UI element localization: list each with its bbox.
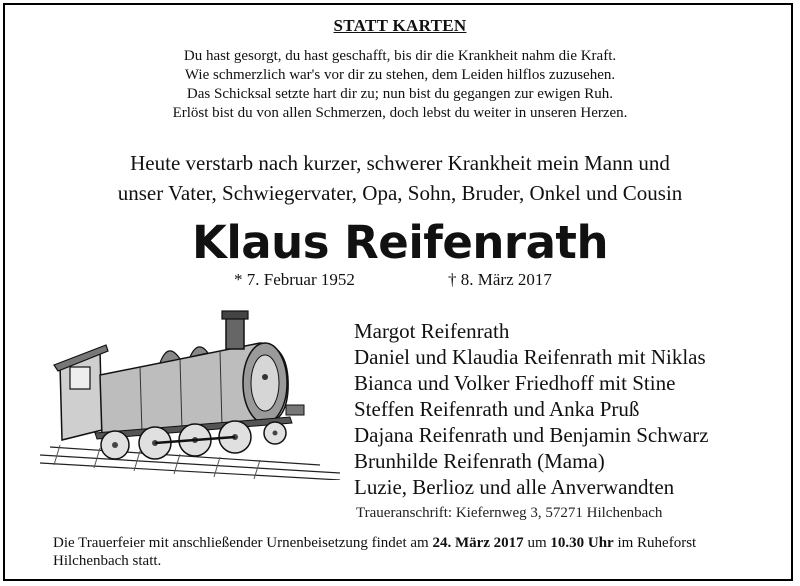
funeral-info (53, 534, 773, 570)
family-list (354, 318, 709, 500)
poem-line: Erlöst bist du von allen Schmerzen, doch lebst du weiter in unseren Herzen. (172, 105, 628, 121)
birth-date: * 7. Februar 1952 (234, 270, 355, 289)
steam-locomotive-illustration (40, 305, 340, 480)
family-member: Steffen Reifenrath und Anka Pruß (354, 397, 640, 421)
heading: STATT KARTEN (333, 16, 467, 35)
death-date: † 8. März 2017 (448, 270, 552, 289)
poem (0, 47, 800, 123)
funeral-info-line (53, 534, 773, 552)
funeral-text: um (523, 535, 551, 551)
deceased-name: Klaus Reifenrath (192, 216, 608, 269)
intro-line: unser Vater, Schwiegervater, Opa, Sohn, Bruder, Onkel und Cousin (117, 181, 683, 205)
poem-line: Wie schmerzlich war's vor dir zu stehen, dem Leiden hilflos zuzusehen. (184, 67, 616, 83)
family-member: Bianca und Volker Friedhoff mit Stine (354, 371, 676, 395)
family-member: Margot Reifenrath (354, 319, 510, 343)
family-member: Luzie, Berlioz und alle Anverwandten (354, 475, 675, 499)
funeral-text: Die Trauerfeier mit anschließender Urnenbeisetzung findet am (53, 535, 433, 551)
family-member: Daniel und Klaudia Reifenrath mit Niklas (354, 345, 706, 369)
intro-line: Heute verstarb nach kurzer, schwerer Krankheit mein Mann und (130, 151, 670, 175)
poem-line: Du hast gesorgt, du hast geschafft, bis dir die Krankheit nahm die Kraft. (183, 48, 617, 64)
family-member: Dajana Reifenrath und Benjamin Schwarz (354, 423, 709, 447)
mourning-address: Traueranschrift: Kiefernweg 3, 57271 Hilchenbach (356, 505, 663, 521)
intro-text (0, 148, 800, 208)
family-member: Brunhilde Reifenrath (Mama) (354, 449, 605, 473)
funeral-date: 24. März 2017 (432, 535, 524, 551)
poem-line: Das Schicksal setzte hart dir zu; nun bist du gegangen zur ewigen Ruh. (186, 86, 614, 102)
funeral-info-line: Hilchenbach statt. (53, 553, 162, 569)
funeral-time: 10.30 Uhr (550, 535, 614, 551)
funeral-text: im Ruheforst (613, 535, 697, 551)
